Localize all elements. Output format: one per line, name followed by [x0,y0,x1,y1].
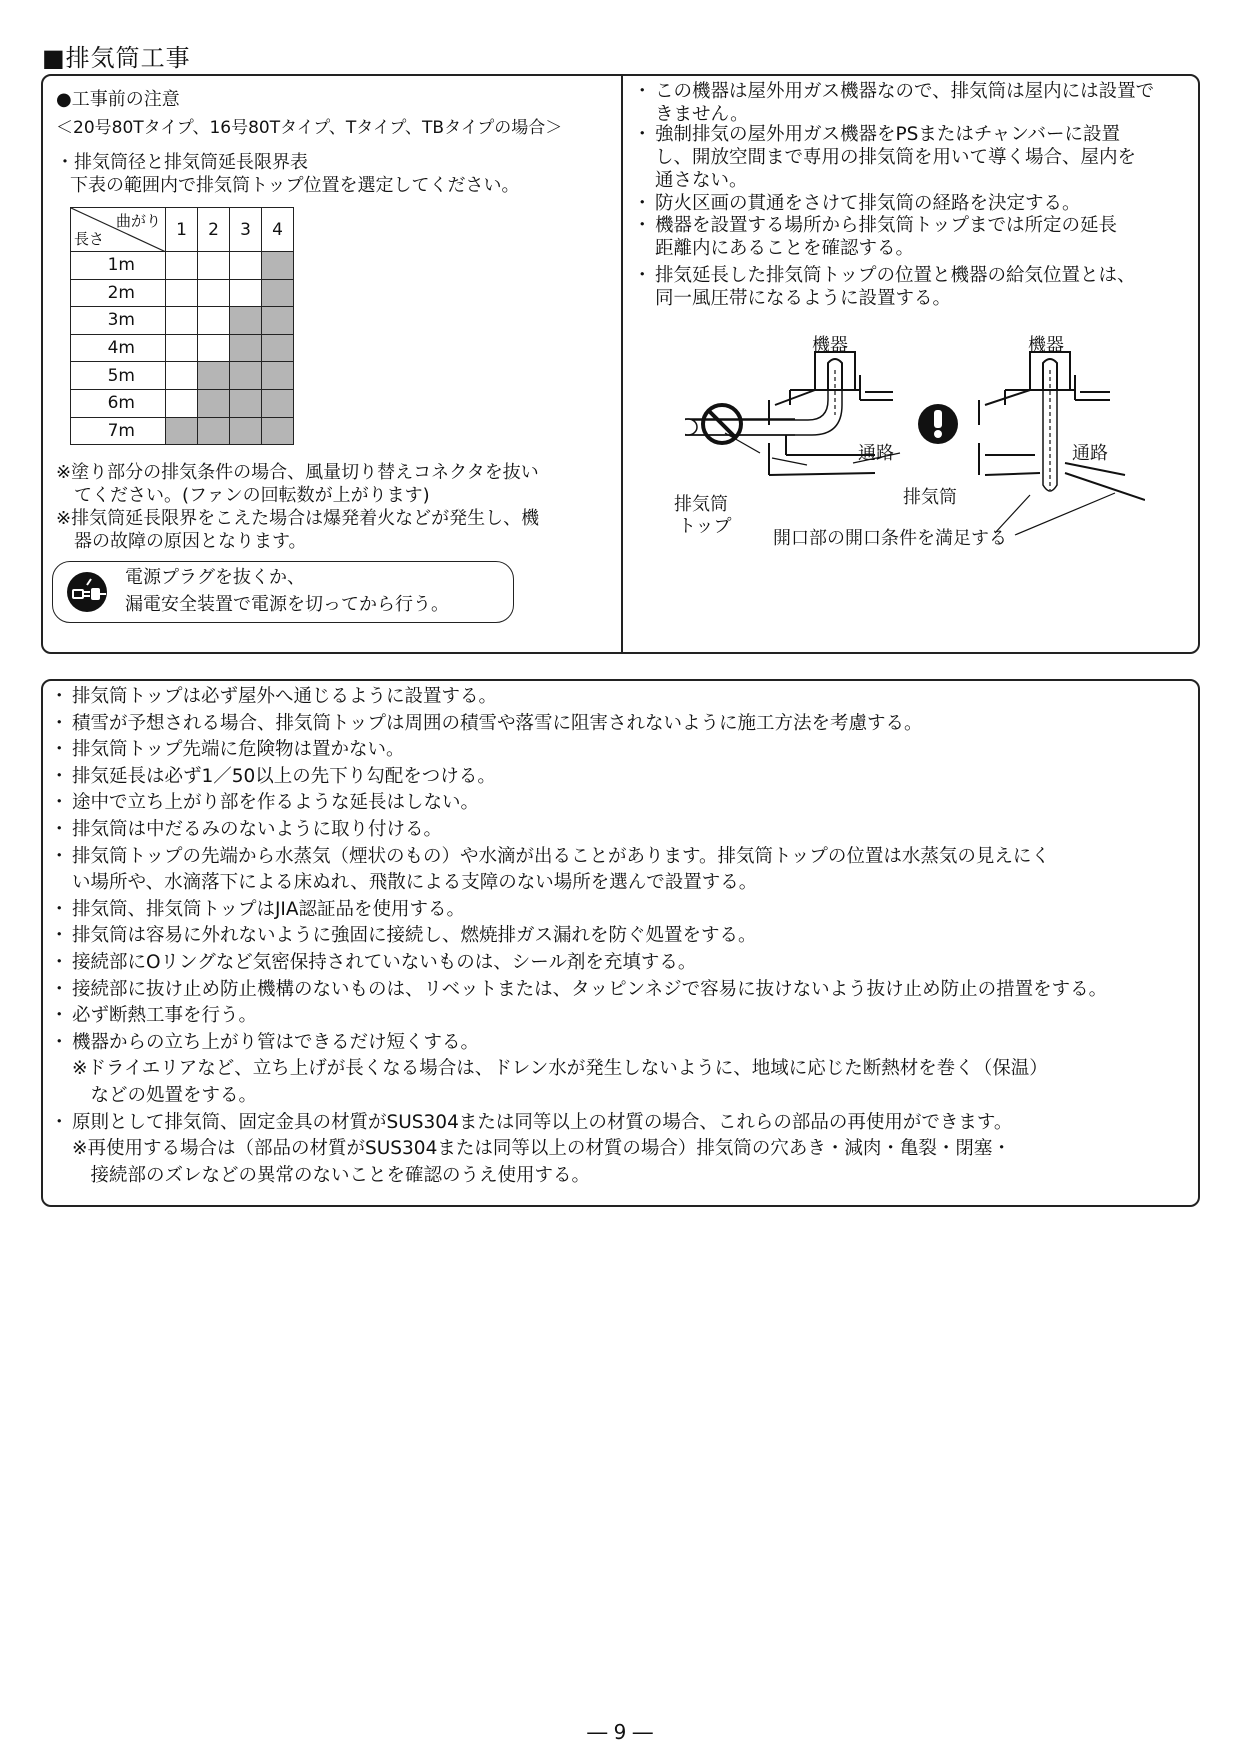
page-number: ― 9 ― [587,1720,653,1744]
right-bullet-line [655,146,1136,169]
warning-line: 電源プラグを抜くか、 [125,567,305,588]
bottom-bullet-line: ・ 排気筒トップの先端から水蒸気（煙状のもの）や水滴が出ることがあります。排気筒トップの位置は水蒸気の見えにく [50,845,1050,867]
note-line: 器の故障の原因となります。 [74,531,307,552]
shaded-cell [198,417,230,445]
right-bullet-line [655,237,914,260]
empty-cell [166,279,198,307]
corner-label-length: 長さ [74,230,105,248]
bullet-text: 積雪が予想される場合、排気筒トップは周囲の積雪や落雪に阻害されないように施工方法を考慮する。 [72,712,923,734]
bullet-text: 排気筒、排気筒トップはJIA認証品を使用する。 [72,898,466,920]
shaded-cell [230,389,262,417]
bullet-text: し、開放空間まで専用の排気筒を用いて導く場合、屋内を [655,147,1137,168]
bottom-bullet-line: ・ 排気筒は中だるみのないように取り付ける。 [50,819,443,840]
diagram-label-device: 機器 [1028,335,1064,356]
shaded-cell [262,389,294,417]
bottom-bullet-line [72,1137,1011,1160]
shaded-cell [262,334,294,362]
empty-cell [230,279,262,307]
bullet-text: 機器からの立ち上がり管はできるだけ短くする。 [72,1031,480,1053]
bullet-text: きません。 [655,104,749,125]
empty-cell [198,252,230,280]
unplug-icon [65,571,109,613]
empty-cell [198,279,230,307]
bullet-text: 排気筒トップの先端から水蒸気（煙状のもの）や水滴が出ることがあります。排気筒トップの位置は水蒸気の見えにく [72,845,1050,867]
length-cell: 1m [71,252,166,280]
shaded-cell [262,279,294,307]
length-cell: 7m [71,417,166,445]
bottom-bullet-line: ・ 接続部に抜け止め防止機構のないものは、リベットまたは、タッピンネジで容易に抜けないよう抜け止め防止の措置をする。 [50,978,1108,1000]
bullet-text: 防火区画の貫通をさけて排気筒の経路を決定する。 [655,193,1081,214]
precaution-heading: ●工事前の注意 [56,89,180,110]
bullet-text: 排気延長した排気筒トップの位置と機器の給気位置とは、 [655,265,1136,286]
shaded-cell [230,362,262,390]
bottom-bullet-line: ・ 排気筒トップ先端に危険物は置かない。 [50,739,405,761]
bullet-text: 原則として排気筒、固定金具の材質がSUS304または同等以上の材質の場合、これらの部品の再使用ができます。 [72,1111,1013,1133]
table-row [71,334,294,362]
bullet-text: い場所や、水滴落下による床ぬれ、飛散による支障のない場所を選んで設置する。 [72,872,758,894]
bend-header: 1 [166,208,198,252]
bottom-bullet-line: ・ 排気筒、排気筒トップはJIA認証品を使用する。 [50,898,466,920]
shaded-cell [230,417,262,445]
bullet-text: 機器を設置する場所から排気筒トップまでは所定の延長 [655,215,1117,236]
empty-cell [166,307,198,335]
shaded-cell [198,362,230,390]
right-bullet-line: ・ 強制排気の屋外用ガス機器をPSまたはチャンバーに設置 [633,124,1121,145]
bullet-text: 必ず断熱工事を行う。 [72,1005,258,1027]
bullet-text: 同一風圧帯になるように設置する。 [655,288,952,309]
bullet-text: ※ドライエリアなど、立ち上げが長くなる場合は、ドレン水が発生しないように、地域に応じた断熱材を巻く（保温） [72,1058,1048,1080]
shaded-cell [198,389,230,417]
bullet-text: ※再使用する場合は（部品の材質がSUS304または同等以上の材質の場合）排気筒の穴あき・減肉・亀裂・閉塞・ [72,1138,1011,1160]
diagram-label-exhaust-pipe: 排気筒 [903,487,957,508]
bullet-text: 接続部にOリングなど気密保持されていないものは、シール剤を充填する。 [72,952,697,973]
length-cell: 6m [71,389,166,417]
table-instruction: 下表の範囲内で排気筒トップ位置を選定してください。 [70,175,520,196]
bottom-bullet-line: ・ 排気延長は必ず1／50以上の先下り勾配をつける。 [50,765,496,787]
bullet-text: 排気延長は必ず1／50以上の先下り勾配をつける。 [72,765,496,787]
bottom-bullet-line: ・ 原則として排気筒、固定金具の材質がSUS304または同等以上の材質の場合、これらの部品の再使用ができます。 [50,1111,1013,1133]
empty-cell [166,252,198,280]
unplug-warning-box [52,561,514,623]
diagram-label-exhaust-top: 排気筒 [674,494,728,515]
length-cell: 5m [71,362,166,390]
shaded-cell [262,252,294,280]
bend-header: 2 [198,208,230,252]
shaded-cell [230,307,262,335]
bullet-text: などの処置をする。 [72,1085,258,1106]
table-body [71,252,294,445]
note-line: ※排気筒延長限界をこえた場合は爆発着火などが発生し、機 [56,508,540,529]
empty-cell [166,334,198,362]
section-title: ■排気筒工事 [42,44,191,72]
shaded-cell [230,334,262,362]
right-bullet-line: ・ 防火区画の貫通をさけて排気筒の経路を決定する。 [633,193,1081,214]
length-cell: 2m [71,279,166,307]
empty-cell [230,252,262,280]
empty-cell [166,362,198,390]
bottom-bullet-line: ・ 接続部にOリングなど気密保持されていないものは、シール剤を充填する。 [50,952,697,973]
empty-cell [166,389,198,417]
bottom-bullet-line: ・ 積雪が予想される場合、排気筒トップは周囲の積雪や落雪に阻害されないように施工方法を考慮する。 [50,712,923,734]
right-bullet-line: ・ 機器を設置する場所から排気筒トップまでは所定の延長 [633,215,1117,236]
shaded-cell [262,362,294,390]
bottom-bullet-line: ・ 途中で立ち上がり部を作るような延長はしない。 [50,792,480,814]
note-line: ※塗り部分の排気条件の場合、風量切り替えコネクタを抜い [56,462,539,483]
type-note: ＜20号80Tタイプ、16号80Tタイプ、Tタイプ、TBタイプの場合＞ [56,118,563,138]
column-divider [621,74,623,654]
bullet-text: 距離内にあることを確認する。 [655,238,915,259]
length-cell: 3m [71,307,166,335]
bottom-bullet-line [72,1057,1048,1080]
bullet-text: 通さない。 [655,170,748,191]
table-row [71,252,294,280]
bottom-bullet-line [72,1164,590,1187]
bullet-text: 排気筒トップ先端に危険物は置かない。 [72,739,405,761]
bullet-text: 接続部のズレなどの異常のないことを確認のうえ使用する。 [72,1164,591,1186]
shaded-cell [262,417,294,445]
bullet-text: 接続部に抜け止め防止機構のないものは、リベットまたは、タッピンネジで容易に抜けないよう抜け止め防止の措置をする。 [72,978,1108,1000]
bend-header: 4 [262,208,294,252]
note-line: てください。(ファンの回転数が上がります) [74,485,430,506]
diagram-label-device: 機器 [812,335,848,356]
warning-line: 漏電安全装置で電源を切ってから行う。 [125,594,449,615]
table-row [71,362,294,390]
bullet-text: 排気筒は中だるみのないように取り付ける。 [72,819,443,840]
bullet-text: 強制排気の屋外用ガス機器をPSまたはチャンバーに設置 [655,124,1121,145]
bottom-bullet-line [72,871,757,894]
diagram-label-passage: 通路 [1072,443,1108,464]
empty-cell [198,307,230,335]
shaded-cell [166,417,198,445]
bottom-bullet-line: ・ 排気筒トップは必ず屋外へ通じるように設置する。 [50,686,497,707]
table-row [71,389,294,417]
bullet-text: 排気筒トップは必ず屋外へ通じるように設置する。 [72,686,497,707]
table-title: ・排気筒径と排気筒延長限界表 [56,152,308,173]
bullet-text: 途中で立ち上がり部を作るような延長はしない。 [72,792,480,814]
bottom-bullet-line: ・ 必ず断熱工事を行う。 [50,1005,258,1027]
bottom-bullet-line: ・ 機器からの立ち上がり管はできるだけ短くする。 [50,1031,480,1053]
right-bullet-line: ・ この機器は屋外用ガス機器なので、排気筒は屋内には設置で [633,81,1155,102]
diagram-label-passage: 通路 [858,443,894,464]
exhaust-length-table [70,207,294,445]
table-row [71,279,294,307]
bullet-text: 排気筒は容易に外れないように強固に接続し、燃焼排ガス漏れを防ぐ処置をする。 [72,925,757,947]
right-bullet-line [655,287,951,310]
right-bullet-line: ・ 排気延長した排気筒トップの位置と機器の給気位置とは、 [633,265,1136,286]
right-bullet-line [655,169,748,192]
diagram-label-exhaust-top: トップ [678,516,732,537]
bullet-text: この機器は屋外用ガス機器なので、排気筒は屋内には設置で [655,81,1155,102]
diagram-label-opening-condition: 開口部の開口条件を満足する [773,528,1007,549]
bend-header: 3 [230,208,262,252]
shaded-cell [262,307,294,335]
bottom-bullet-line [72,1084,257,1107]
length-cell: 4m [71,334,166,362]
corner-label-bends: 曲がり [115,212,161,230]
bottom-bullet-line: ・ 排気筒は容易に外れないように強固に接続し、燃焼排ガス漏れを防ぐ処置をする。 [50,925,757,947]
table-corner-header [71,208,166,252]
table-row [71,307,294,335]
empty-cell [198,334,230,362]
table-row [71,417,294,445]
